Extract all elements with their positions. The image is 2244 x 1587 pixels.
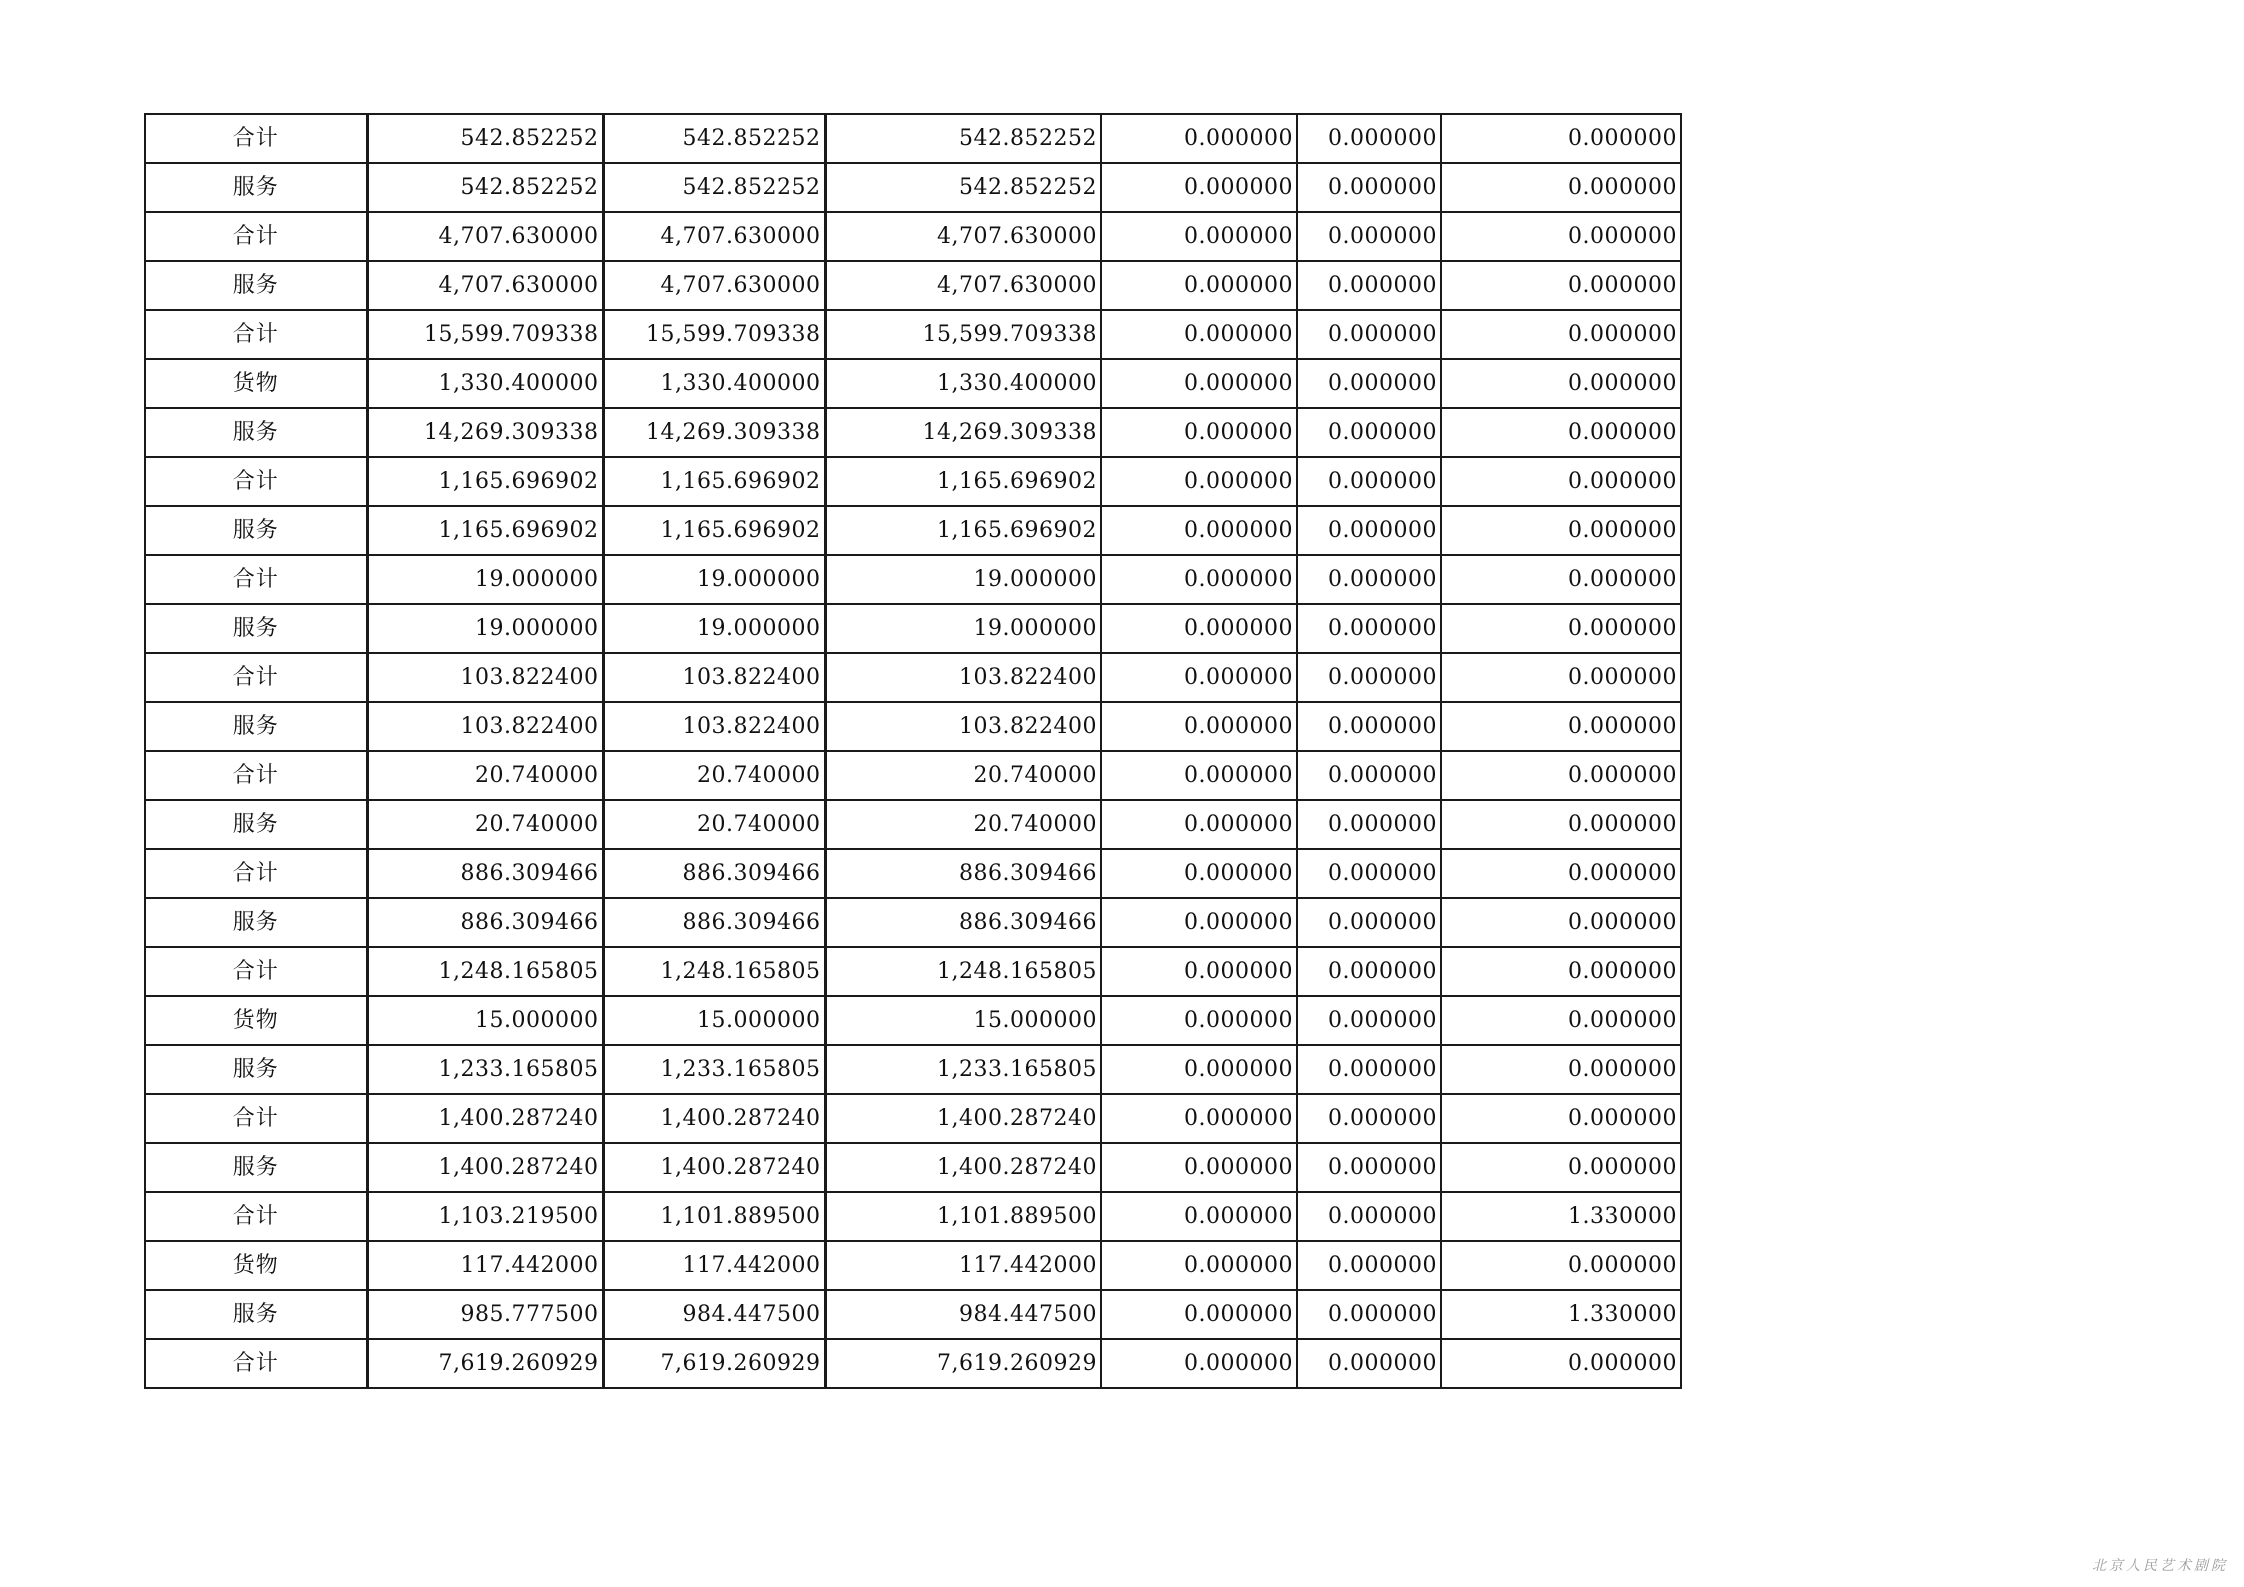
amount-cell-col-4: 0.000000 xyxy=(1101,947,1297,996)
amount-cell-col-1: 15.000000 xyxy=(367,996,603,1045)
amount-cell-col-1: 542.852252 xyxy=(367,163,603,212)
row-category-cell: 合计 xyxy=(145,1339,367,1388)
table-row xyxy=(145,310,1681,359)
amount-cell-col-3: 1,165.696902 xyxy=(825,457,1101,506)
amount-cell-col-3: 19.000000 xyxy=(825,604,1101,653)
amount-cell-col-6: 0.000000 xyxy=(1441,163,1681,212)
amount-cell-col-6: 0.000000 xyxy=(1441,898,1681,947)
table-row xyxy=(145,1290,1681,1339)
amount-cell-col-6: 0.000000 xyxy=(1441,310,1681,359)
amount-cell-col-1: 103.822400 xyxy=(367,702,603,751)
amount-cell-col-4: 0.000000 xyxy=(1101,1045,1297,1094)
table-row xyxy=(145,1339,1681,1388)
amount-cell-col-3: 15,599.709338 xyxy=(825,310,1101,359)
amount-cell-col-5: 0.000000 xyxy=(1297,702,1441,751)
amount-cell-col-6: 0.000000 xyxy=(1441,114,1681,163)
table-row xyxy=(145,1192,1681,1241)
amount-cell-col-1: 1,400.287240 xyxy=(367,1143,603,1192)
amount-cell-col-3: 1,400.287240 xyxy=(825,1094,1101,1143)
amount-cell-col-6: 0.000000 xyxy=(1441,996,1681,1045)
amount-cell-col-3: 1,233.165805 xyxy=(825,1045,1101,1094)
row-category-cell: 合计 xyxy=(145,1192,367,1241)
amount-cell-col-3: 4,707.630000 xyxy=(825,212,1101,261)
table-row xyxy=(145,1143,1681,1192)
row-category-cell: 合计 xyxy=(145,1094,367,1143)
amount-cell-col-2: 117.442000 xyxy=(603,1241,825,1290)
amount-cell-col-1: 19.000000 xyxy=(367,555,603,604)
amount-cell-col-6: 0.000000 xyxy=(1441,261,1681,310)
amount-cell-col-1: 14,269.309338 xyxy=(367,408,603,457)
row-category-cell: 合计 xyxy=(145,555,367,604)
table-row xyxy=(145,800,1681,849)
amount-cell-col-1: 886.309466 xyxy=(367,849,603,898)
amount-cell-col-4: 0.000000 xyxy=(1101,555,1297,604)
table-row xyxy=(145,114,1681,163)
row-category-cell: 货物 xyxy=(145,996,367,1045)
amount-cell-col-5: 0.000000 xyxy=(1297,359,1441,408)
amount-cell-col-2: 1,165.696902 xyxy=(603,457,825,506)
amount-cell-col-4: 0.000000 xyxy=(1101,1192,1297,1241)
amount-cell-col-6: 0.000000 xyxy=(1441,849,1681,898)
amount-cell-col-5: 0.000000 xyxy=(1297,1241,1441,1290)
amount-cell-col-2: 1,101.889500 xyxy=(603,1192,825,1241)
amount-cell-col-3: 984.447500 xyxy=(825,1290,1101,1339)
amount-cell-col-4: 0.000000 xyxy=(1101,800,1297,849)
amount-cell-col-4: 0.000000 xyxy=(1101,457,1297,506)
amount-cell-col-5: 0.000000 xyxy=(1297,506,1441,555)
amount-cell-col-2: 20.740000 xyxy=(603,800,825,849)
amount-cell-col-4: 0.000000 xyxy=(1101,1339,1297,1388)
row-category-cell: 服务 xyxy=(145,800,367,849)
row-category-cell: 合计 xyxy=(145,310,367,359)
amount-cell-col-1: 1,165.696902 xyxy=(367,506,603,555)
amount-cell-col-5: 0.000000 xyxy=(1297,457,1441,506)
amount-cell-col-2: 542.852252 xyxy=(603,163,825,212)
amount-cell-col-2: 1,165.696902 xyxy=(603,506,825,555)
row-category-cell: 服务 xyxy=(145,408,367,457)
table-row xyxy=(145,506,1681,555)
table-row xyxy=(145,359,1681,408)
amount-cell-col-3: 542.852252 xyxy=(825,163,1101,212)
amount-cell-col-1: 1,248.165805 xyxy=(367,947,603,996)
amount-cell-col-2: 4,707.630000 xyxy=(603,212,825,261)
amount-cell-col-2: 14,269.309338 xyxy=(603,408,825,457)
amount-cell-col-4: 0.000000 xyxy=(1101,898,1297,947)
amount-cell-col-4: 0.000000 xyxy=(1101,506,1297,555)
amount-cell-col-6: 1.330000 xyxy=(1441,1290,1681,1339)
amount-cell-col-2: 984.447500 xyxy=(603,1290,825,1339)
amount-cell-col-5: 0.000000 xyxy=(1297,555,1441,604)
row-category-cell: 服务 xyxy=(145,898,367,947)
row-category-cell: 服务 xyxy=(145,163,367,212)
amount-cell-col-3: 15.000000 xyxy=(825,996,1101,1045)
amount-cell-col-5: 0.000000 xyxy=(1297,653,1441,702)
amount-cell-col-6: 0.000000 xyxy=(1441,1094,1681,1143)
amount-cell-col-6: 0.000000 xyxy=(1441,1045,1681,1094)
table-body xyxy=(145,114,1681,1388)
table-row xyxy=(145,947,1681,996)
amount-cell-col-4: 0.000000 xyxy=(1101,653,1297,702)
amount-cell-col-3: 542.852252 xyxy=(825,114,1101,163)
table-row xyxy=(145,1045,1681,1094)
row-category-cell: 货物 xyxy=(145,359,367,408)
amount-cell-col-1: 542.852252 xyxy=(367,114,603,163)
amount-cell-col-6: 0.000000 xyxy=(1441,359,1681,408)
row-category-cell: 服务 xyxy=(145,702,367,751)
table-row xyxy=(145,849,1681,898)
amount-cell-col-2: 886.309466 xyxy=(603,849,825,898)
row-category-cell: 合计 xyxy=(145,751,367,800)
budget-table xyxy=(144,113,1682,1389)
amount-cell-col-5: 0.000000 xyxy=(1297,996,1441,1045)
amount-cell-col-3: 1,101.889500 xyxy=(825,1192,1101,1241)
amount-cell-col-6: 0.000000 xyxy=(1441,1143,1681,1192)
amount-cell-col-3: 886.309466 xyxy=(825,849,1101,898)
amount-cell-col-2: 15,599.709338 xyxy=(603,310,825,359)
amount-cell-col-4: 0.000000 xyxy=(1101,114,1297,163)
amount-cell-col-4: 0.000000 xyxy=(1101,751,1297,800)
watermark-logo: 北京人民艺术剧院 xyxy=(2092,1558,2228,1574)
amount-cell-col-1: 4,707.630000 xyxy=(367,261,603,310)
amount-cell-col-4: 0.000000 xyxy=(1101,261,1297,310)
amount-cell-col-2: 103.822400 xyxy=(603,653,825,702)
amount-cell-col-6: 0.000000 xyxy=(1441,702,1681,751)
amount-cell-col-1: 1,400.287240 xyxy=(367,1094,603,1143)
amount-cell-col-4: 0.000000 xyxy=(1101,359,1297,408)
table-row xyxy=(145,653,1681,702)
row-category-cell: 服务 xyxy=(145,1143,367,1192)
amount-cell-col-3: 1,248.165805 xyxy=(825,947,1101,996)
amount-cell-col-5: 0.000000 xyxy=(1297,261,1441,310)
amount-cell-col-1: 19.000000 xyxy=(367,604,603,653)
amount-cell-col-4: 0.000000 xyxy=(1101,996,1297,1045)
table-row xyxy=(145,604,1681,653)
amount-cell-col-4: 0.000000 xyxy=(1101,1241,1297,1290)
amount-cell-col-1: 4,707.630000 xyxy=(367,212,603,261)
row-category-cell: 合计 xyxy=(145,457,367,506)
amount-cell-col-6: 0.000000 xyxy=(1441,457,1681,506)
amount-cell-col-5: 0.000000 xyxy=(1297,212,1441,261)
amount-cell-col-2: 1,400.287240 xyxy=(603,1143,825,1192)
amount-cell-col-5: 0.000000 xyxy=(1297,310,1441,359)
amount-cell-col-2: 15.000000 xyxy=(603,996,825,1045)
amount-cell-col-5: 0.000000 xyxy=(1297,1143,1441,1192)
table-row xyxy=(145,457,1681,506)
amount-cell-col-3: 1,165.696902 xyxy=(825,506,1101,555)
amount-cell-col-4: 0.000000 xyxy=(1101,212,1297,261)
amount-cell-col-3: 103.822400 xyxy=(825,702,1101,751)
amount-cell-col-1: 15,599.709338 xyxy=(367,310,603,359)
amount-cell-col-3: 7,619.260929 xyxy=(825,1339,1101,1388)
amount-cell-col-6: 0.000000 xyxy=(1441,653,1681,702)
amount-cell-col-6: 0.000000 xyxy=(1441,1241,1681,1290)
amount-cell-col-1: 103.822400 xyxy=(367,653,603,702)
amount-cell-col-5: 0.000000 xyxy=(1297,604,1441,653)
amount-cell-col-1: 20.740000 xyxy=(367,751,603,800)
amount-cell-col-2: 7,619.260929 xyxy=(603,1339,825,1388)
amount-cell-col-1: 7,619.260929 xyxy=(367,1339,603,1388)
row-category-cell: 合计 xyxy=(145,849,367,898)
amount-cell-col-6: 0.000000 xyxy=(1441,506,1681,555)
amount-cell-col-3: 886.309466 xyxy=(825,898,1101,947)
table-row xyxy=(145,898,1681,947)
amount-cell-col-5: 0.000000 xyxy=(1297,114,1441,163)
amount-cell-col-2: 1,330.400000 xyxy=(603,359,825,408)
amount-cell-col-1: 1,165.696902 xyxy=(367,457,603,506)
amount-cell-col-6: 0.000000 xyxy=(1441,555,1681,604)
table-row xyxy=(145,408,1681,457)
amount-cell-col-3: 1,400.287240 xyxy=(825,1143,1101,1192)
row-category-cell: 服务 xyxy=(145,604,367,653)
amount-cell-col-4: 0.000000 xyxy=(1101,1290,1297,1339)
row-category-cell: 服务 xyxy=(145,1045,367,1094)
amount-cell-col-2: 1,400.287240 xyxy=(603,1094,825,1143)
row-category-cell: 合计 xyxy=(145,653,367,702)
amount-cell-col-1: 20.740000 xyxy=(367,800,603,849)
amount-cell-col-2: 886.309466 xyxy=(603,898,825,947)
row-category-cell: 合计 xyxy=(145,947,367,996)
row-category-cell: 服务 xyxy=(145,506,367,555)
amount-cell-col-2: 20.740000 xyxy=(603,751,825,800)
amount-cell-col-3: 1,330.400000 xyxy=(825,359,1101,408)
table-row xyxy=(145,555,1681,604)
table-row xyxy=(145,261,1681,310)
amount-cell-col-2: 1,248.165805 xyxy=(603,947,825,996)
amount-cell-col-6: 0.000000 xyxy=(1441,947,1681,996)
amount-cell-col-4: 0.000000 xyxy=(1101,310,1297,359)
amount-cell-col-4: 0.000000 xyxy=(1101,163,1297,212)
amount-cell-col-2: 103.822400 xyxy=(603,702,825,751)
amount-cell-col-6: 0.000000 xyxy=(1441,800,1681,849)
amount-cell-col-5: 0.000000 xyxy=(1297,1192,1441,1241)
table-row xyxy=(145,751,1681,800)
amount-cell-col-6: 0.000000 xyxy=(1441,408,1681,457)
amount-cell-col-1: 117.442000 xyxy=(367,1241,603,1290)
table-row xyxy=(145,1094,1681,1143)
table-row xyxy=(145,163,1681,212)
amount-cell-col-1: 886.309466 xyxy=(367,898,603,947)
amount-cell-col-4: 0.000000 xyxy=(1101,702,1297,751)
amount-cell-col-5: 0.000000 xyxy=(1297,408,1441,457)
row-category-cell: 服务 xyxy=(145,1290,367,1339)
amount-cell-col-4: 0.000000 xyxy=(1101,849,1297,898)
amount-cell-col-2: 542.852252 xyxy=(603,114,825,163)
amount-cell-col-3: 20.740000 xyxy=(825,751,1101,800)
amount-cell-col-5: 0.000000 xyxy=(1297,1339,1441,1388)
amount-cell-col-2: 4,707.630000 xyxy=(603,261,825,310)
amount-cell-col-6: 0.000000 xyxy=(1441,1339,1681,1388)
row-category-cell: 合计 xyxy=(145,114,367,163)
table-row xyxy=(145,212,1681,261)
amount-cell-col-5: 0.000000 xyxy=(1297,1290,1441,1339)
row-category-cell: 服务 xyxy=(145,261,367,310)
amount-cell-col-2: 19.000000 xyxy=(603,555,825,604)
amount-cell-col-6: 0.000000 xyxy=(1441,751,1681,800)
amount-cell-col-1: 985.777500 xyxy=(367,1290,603,1339)
row-category-cell: 合计 xyxy=(145,212,367,261)
amount-cell-col-5: 0.000000 xyxy=(1297,751,1441,800)
table-row xyxy=(145,1241,1681,1290)
amount-cell-col-3: 19.000000 xyxy=(825,555,1101,604)
amount-cell-col-1: 1,233.165805 xyxy=(367,1045,603,1094)
amount-cell-col-5: 0.000000 xyxy=(1297,1045,1441,1094)
amount-cell-col-3: 20.740000 xyxy=(825,800,1101,849)
amount-cell-col-4: 0.000000 xyxy=(1101,1094,1297,1143)
amount-cell-col-4: 0.000000 xyxy=(1101,604,1297,653)
amount-cell-col-5: 0.000000 xyxy=(1297,800,1441,849)
amount-cell-col-2: 1,233.165805 xyxy=(603,1045,825,1094)
amount-cell-col-2: 19.000000 xyxy=(603,604,825,653)
amount-cell-col-3: 117.442000 xyxy=(825,1241,1101,1290)
amount-cell-col-4: 0.000000 xyxy=(1101,1143,1297,1192)
amount-cell-col-1: 1,330.400000 xyxy=(367,359,603,408)
amount-cell-col-6: 0.000000 xyxy=(1441,212,1681,261)
table-row xyxy=(145,996,1681,1045)
amount-cell-col-1: 1,103.219500 xyxy=(367,1192,603,1241)
table-row xyxy=(145,702,1681,751)
amount-cell-col-3: 4,707.630000 xyxy=(825,261,1101,310)
amount-cell-col-6: 0.000000 xyxy=(1441,604,1681,653)
amount-cell-col-5: 0.000000 xyxy=(1297,849,1441,898)
amount-cell-col-5: 0.000000 xyxy=(1297,1094,1441,1143)
amount-cell-col-5: 0.000000 xyxy=(1297,163,1441,212)
amount-cell-col-3: 14,269.309338 xyxy=(825,408,1101,457)
amount-cell-col-6: 1.330000 xyxy=(1441,1192,1681,1241)
amount-cell-col-5: 0.000000 xyxy=(1297,898,1441,947)
amount-cell-col-4: 0.000000 xyxy=(1101,408,1297,457)
amount-cell-col-3: 103.822400 xyxy=(825,653,1101,702)
amount-cell-col-5: 0.000000 xyxy=(1297,947,1441,996)
row-category-cell: 货物 xyxy=(145,1241,367,1290)
